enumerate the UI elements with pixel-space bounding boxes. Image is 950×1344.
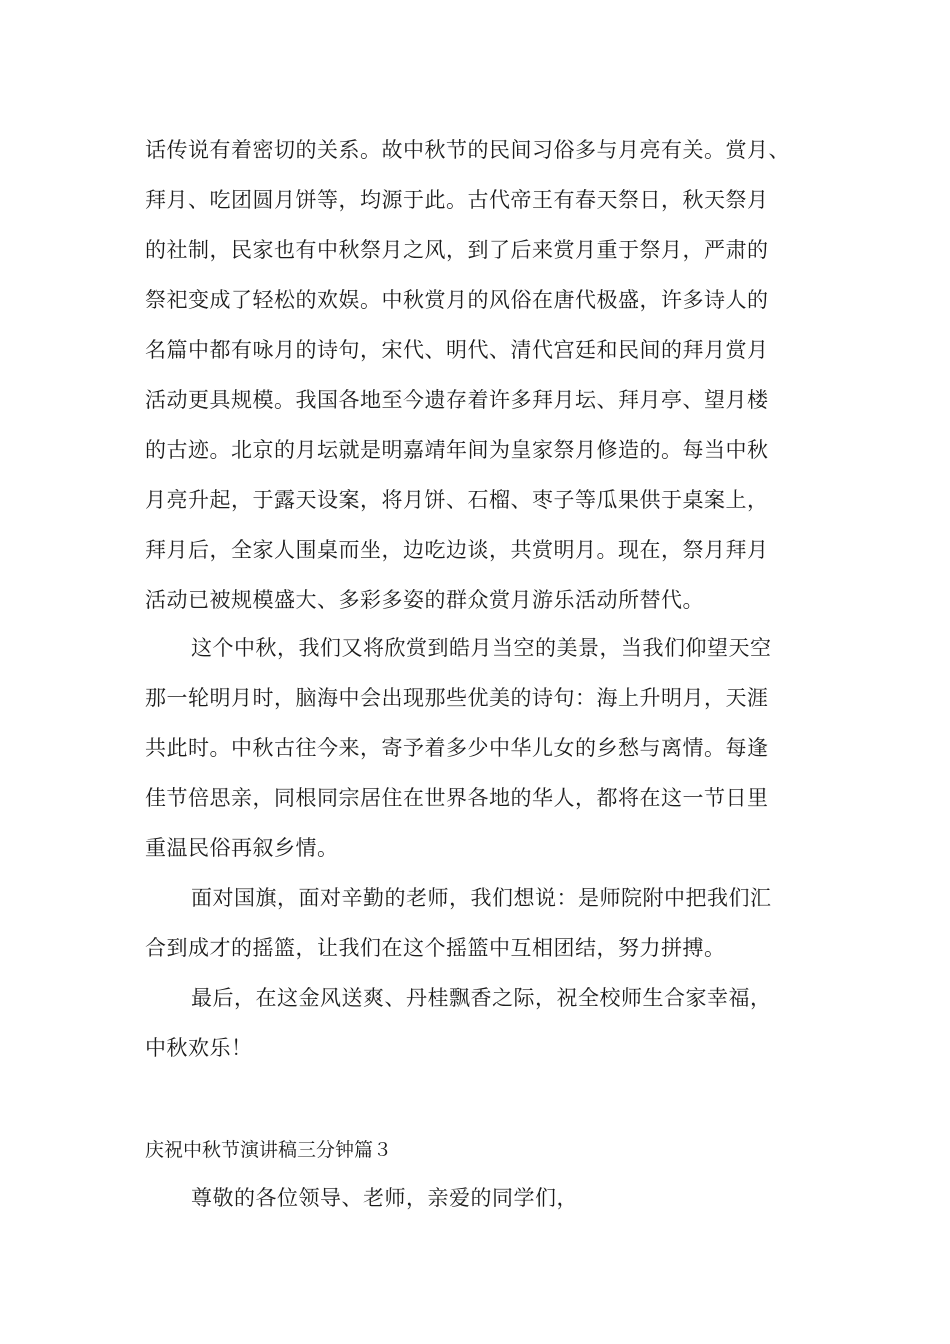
paragraph-3-line-1: 面对国旗，面对辛勤的老师，我们想说：是师院附中把我们汇 <box>191 886 772 910</box>
section-heading: 庆祝中秋节演讲稿三分钟篇３ <box>145 1139 393 1161</box>
paragraph-4-line-1: 最后，在这金风送爽、丹桂飘香之际，祝全校师生合家幸福， <box>191 986 772 1010</box>
paragraph-2-line-2: 那一轮明月时，脑海中会出现那些优美的诗句：海上升明月，天涯 <box>145 686 769 710</box>
paragraph-1-line-5: 名篇中都有咏月的诗句，宋代、明代、清代宫廷和民间的拜月赏月 <box>145 338 769 362</box>
paragraph-2-line-4: 佳节倍思亲，同根同宗居住在世界各地的华人，都将在这一节日里 <box>145 786 769 810</box>
paragraph-1-line-1: 话传说有着密切的关系。故中秋节的民间习俗多与月亮有关。赏月、 <box>145 138 790 162</box>
paragraph-4-line-2: 中秋欢乐！ <box>145 1036 253 1060</box>
paragraph-1-line-4: 祭祀变成了轻松的欢娱。中秋赏月的风俗在唐代极盛，许多诗人的 <box>145 288 769 312</box>
paragraph-1-line-10: 活动已被规模盛大、多彩多姿的群众赏月游乐活动所替代。 <box>145 588 704 612</box>
paragraph-2-line-1: 这个中秋，我们又将欣赏到皓月当空的美景，当我们仰望天空 <box>191 636 772 660</box>
paragraph-1-line-9: 拜月后，全家人围桌而坐，边吃边谈，共赏明月。现在，祭月拜月 <box>145 538 769 562</box>
salutation: 尊敬的各位领导、老师，亲爱的同学们， <box>191 1186 578 1210</box>
paragraph-1-line-3: 的社制，民家也有中秋祭月之风，到了后来赏月重于祭月，严肃的 <box>145 238 769 262</box>
paragraph-2-line-5: 重温民俗再叙乡情。 <box>145 836 339 860</box>
paragraph-1-line-8: 月亮升起，于露天设案，将月饼、石榴、枣子等瓜果供于桌案上， <box>145 488 769 512</box>
paragraph-2-line-3: 共此时。中秋古往今来，寄予着多少中华儿女的乡愁与离情。每逢 <box>145 736 769 760</box>
paragraph-3-line-2: 合到成才的摇篮，让我们在这个摇篮中互相团结，努力拼搏。 <box>145 936 726 960</box>
paragraph-1-line-2: 拜月、吃团圆月饼等，均源于此。古代帝王有春天祭日，秋天祭月 <box>145 188 769 212</box>
paragraph-1-line-6: 活动更具规模。我国各地至今遗存着许多拜月坛、拜月亭、望月楼 <box>145 388 769 412</box>
paragraph-1-line-7: 的古迹。北京的月坛就是明嘉靖年间为皇家祭月修造的。每当中秋 <box>145 438 769 462</box>
